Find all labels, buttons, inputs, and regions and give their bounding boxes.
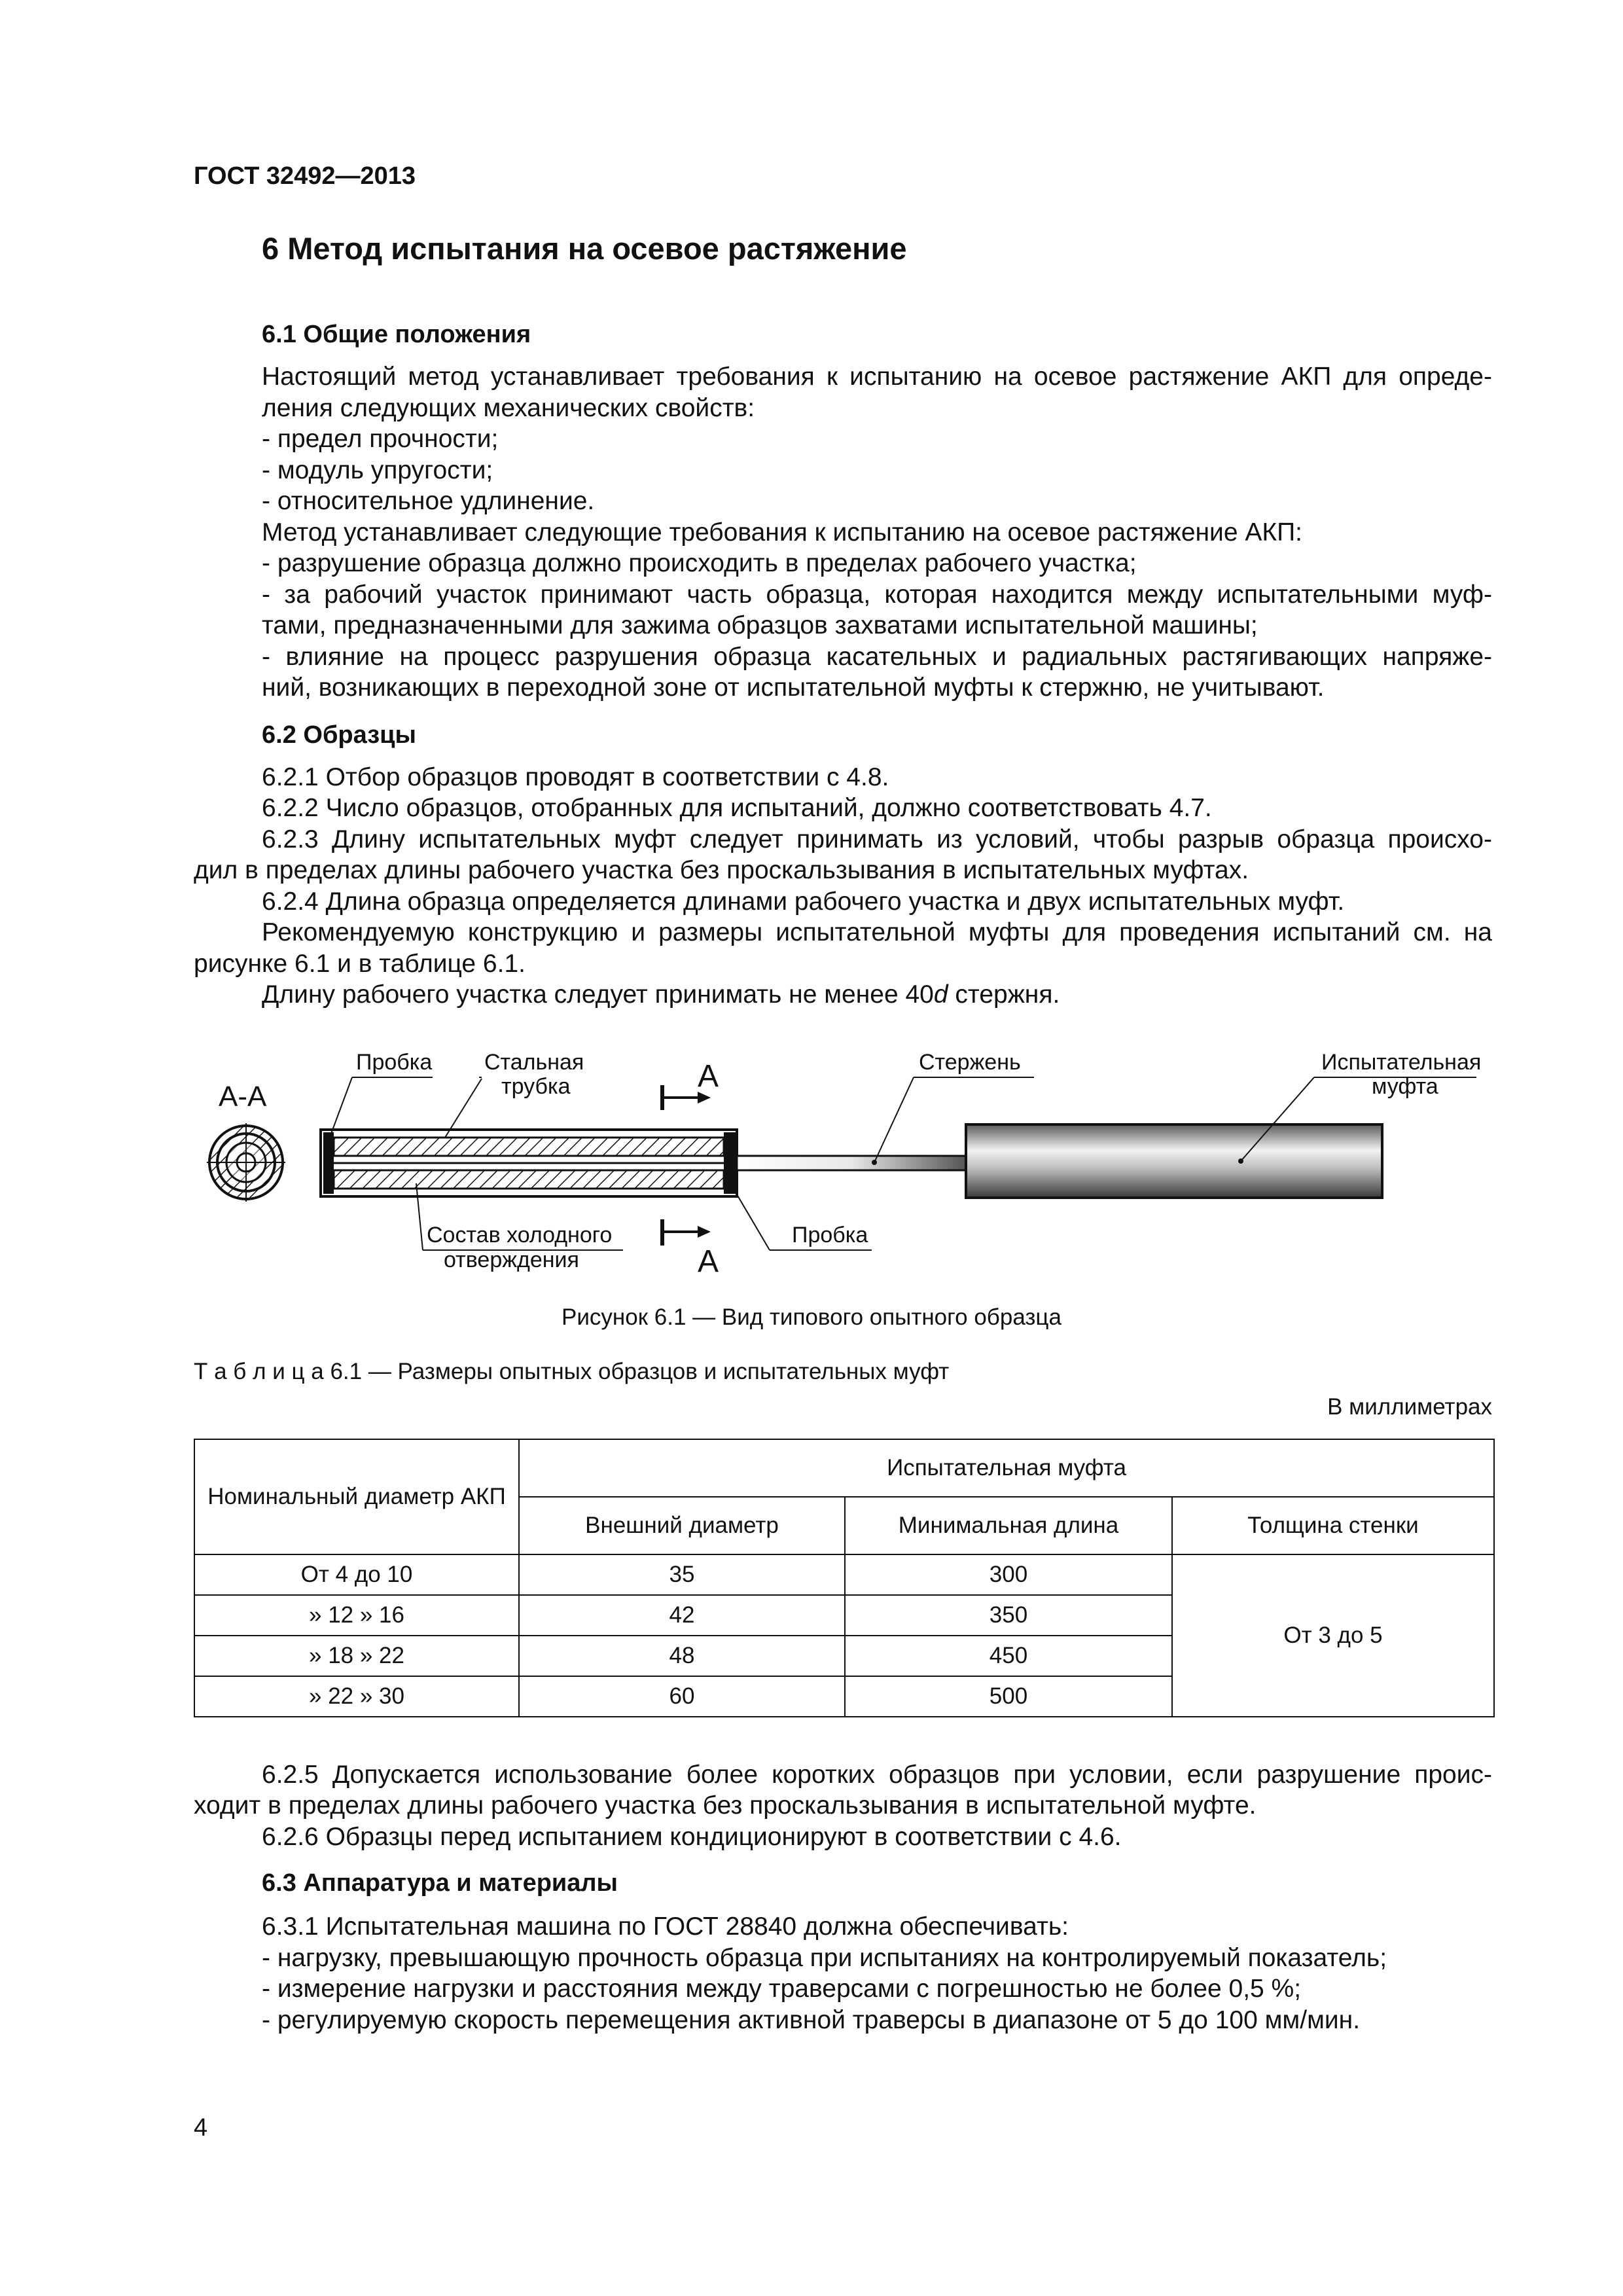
label-compound-1: Состав холодного bbox=[427, 1223, 613, 1247]
steel-tube bbox=[321, 1130, 737, 1196]
paragraph-line: ходит в пределах длины рабочего участка без проскальзывания в испытательной муфте. bbox=[194, 1791, 1257, 1820]
label-rod: Стержень bbox=[919, 1050, 1021, 1075]
label-plug-bottom: Пробка bbox=[792, 1223, 868, 1247]
label-tube-1: Стальная bbox=[484, 1050, 584, 1075]
cell-outer: 35 bbox=[519, 1554, 845, 1595]
cross-section-circle bbox=[207, 1123, 285, 1202]
dimensions-table bbox=[194, 1439, 1495, 1717]
paragraph-line: Метод устанавливает следующие требования к испытанию на осевое растяжение АКП: bbox=[262, 518, 1302, 547]
cell-length: 350 bbox=[845, 1595, 1172, 1636]
marker-label-a: А bbox=[698, 1059, 719, 1094]
subsection-title-6-3: 6.3 Аппаратура и материалы bbox=[262, 1869, 618, 1897]
paragraph-line: 6.2.5 Допускается использование более коротких образцов при условии, если разрушение проис- bbox=[262, 1761, 1492, 1789]
paragraph-line: 6.2.1 Отбор образцов проводят в соответствии с 4.8. bbox=[262, 763, 889, 791]
list-item: - за рабочий участок принимают часть образца, которая находится между испытательными муф- bbox=[262, 581, 1492, 609]
header-min-length: Минимальная длина bbox=[845, 1497, 1172, 1554]
cell-outer: 42 bbox=[519, 1595, 845, 1636]
header-wall-thickness: Толщина стенки bbox=[1172, 1497, 1494, 1554]
label-sleeve-1: Испытательная bbox=[1321, 1050, 1482, 1075]
cell-length: 500 bbox=[845, 1676, 1172, 1717]
header-test-sleeve: Испытательная муфта bbox=[519, 1439, 1494, 1497]
page-number: 4 bbox=[194, 2114, 208, 2142]
list-item: - регулируемую скорость перемещения активной траверсы в диапазоне от 5 до 100 мм/мин. bbox=[262, 2006, 1361, 2034]
marker-label-a: А bbox=[698, 1244, 719, 1279]
header-nominal-diameter: Номинальный диаметр АКП bbox=[194, 1439, 519, 1554]
paragraph-line: ления следующих механических свойств: bbox=[262, 394, 755, 422]
paragraph-line: 6.3.1 Испытательная машина по ГОСТ 28840 должна обеспечивать: bbox=[262, 1912, 1069, 1941]
document-id: ГОСТ 32492—2013 bbox=[194, 162, 416, 190]
list-item: тами, предназначенными для зажима образцов захватами испытательной машины; bbox=[262, 611, 1258, 639]
paragraph-line: Настоящий метод устанавливает требования к испытанию на осевое растяжение АКП для опреде- bbox=[262, 363, 1492, 391]
cell-outer: 48 bbox=[519, 1636, 845, 1676]
text-run: стержня. bbox=[948, 980, 1060, 1009]
section-marker-top bbox=[662, 1059, 719, 1110]
list-item: - предел прочности; bbox=[262, 425, 499, 453]
table-caption: Т а б л и ц а 6.1 — Размеры опытных образцов и испытательных муфт bbox=[194, 1359, 950, 1384]
paragraph-line: 6.2.4 Длина образца определяется длинами рабочего участка и двух испытательных муфт. bbox=[262, 888, 1345, 916]
section-marker-bottom bbox=[662, 1219, 719, 1279]
test-sleeve bbox=[966, 1124, 1382, 1198]
figure-caption: Рисунок 6.1 — Вид типового опытного образца bbox=[562, 1304, 1061, 1330]
figure-specimen-diagram bbox=[194, 1033, 1503, 1282]
list-item: - влияние на процесс разрушения образца касательных и радиальных растягивающих напряже- bbox=[262, 643, 1492, 671]
label-tube-2: трубка bbox=[501, 1074, 571, 1099]
paragraph-line: Рекомендуемую конструкцию и размеры испытательной муфты для проведения испытаний см. на bbox=[262, 918, 1492, 946]
table-units: В миллиметрах bbox=[1327, 1394, 1492, 1420]
cell-diameter: » 18 » 22 bbox=[194, 1636, 519, 1676]
list-item: - относительное удлинение. bbox=[262, 487, 595, 515]
subsection-title-6-1: 6.1 Общие положения bbox=[262, 321, 531, 348]
paragraph-line bbox=[262, 980, 1060, 1009]
list-item: - измерение нагрузки и расстояния между траверсами с погрешностью не более 0,5 %; bbox=[262, 1975, 1302, 2003]
cell-diameter: » 22 » 30 bbox=[194, 1676, 519, 1717]
paragraph-line: 6.2.2 Число образцов, отобранных для испытаний, должно соответствовать 4.7. bbox=[262, 794, 1212, 822]
paragraph-line: 6.2.6 Образцы перед испытанием кондиционируют в соответствии с 4.6. bbox=[262, 1823, 1122, 1851]
header-outer-diameter: Внешний диаметр bbox=[519, 1497, 845, 1554]
paragraph-line: дил в пределах длины рабочего участка без проскальзывания в испытательных муфтах. bbox=[194, 856, 1249, 884]
list-item: ний, возникающих в переходной зоне от испытательной муфты к стержню, не учитывают. bbox=[262, 673, 1325, 702]
cell-length: 300 bbox=[845, 1554, 1172, 1595]
cell-length: 450 bbox=[845, 1636, 1172, 1676]
cell-diameter: » 12 » 16 bbox=[194, 1595, 519, 1636]
paragraph-line: 6.2.3 Длину испытательных муфт следует принимать из условий, чтобы разрыв образца происхо- bbox=[262, 825, 1492, 853]
cell-outer: 60 bbox=[519, 1676, 845, 1717]
paragraph-line: рисунке 6.1 и в таблице 6.1. bbox=[194, 950, 526, 978]
list-item: - разрушение образца должно происходить в пределах рабочего участка; bbox=[262, 549, 1137, 577]
text-run: Длину рабочего участка следует принимать не менее 40 bbox=[262, 980, 934, 1009]
variable-d: d bbox=[933, 980, 948, 1009]
list-item: - нагрузку, превышающую прочность образца при испытаниях на контролируемый показатель; bbox=[262, 1944, 1387, 1972]
cell-diameter: От 4 до 10 bbox=[194, 1554, 519, 1595]
label-compound-2: отверждения bbox=[444, 1247, 579, 1272]
label-plug-top: Пробка bbox=[356, 1050, 433, 1075]
list-item: - модуль упругости; bbox=[262, 456, 493, 484]
rod bbox=[737, 1156, 966, 1170]
cell-wall-thickness: От 3 до 5 bbox=[1172, 1554, 1494, 1717]
label-sleeve-2: муфта bbox=[1372, 1074, 1438, 1099]
table-row bbox=[194, 1554, 1494, 1595]
subsection-title-6-2: 6.2 Образцы bbox=[262, 721, 416, 749]
section-title: 6 Метод испытания на осевое растяжение bbox=[262, 231, 907, 266]
section-label: А-А bbox=[219, 1081, 267, 1113]
